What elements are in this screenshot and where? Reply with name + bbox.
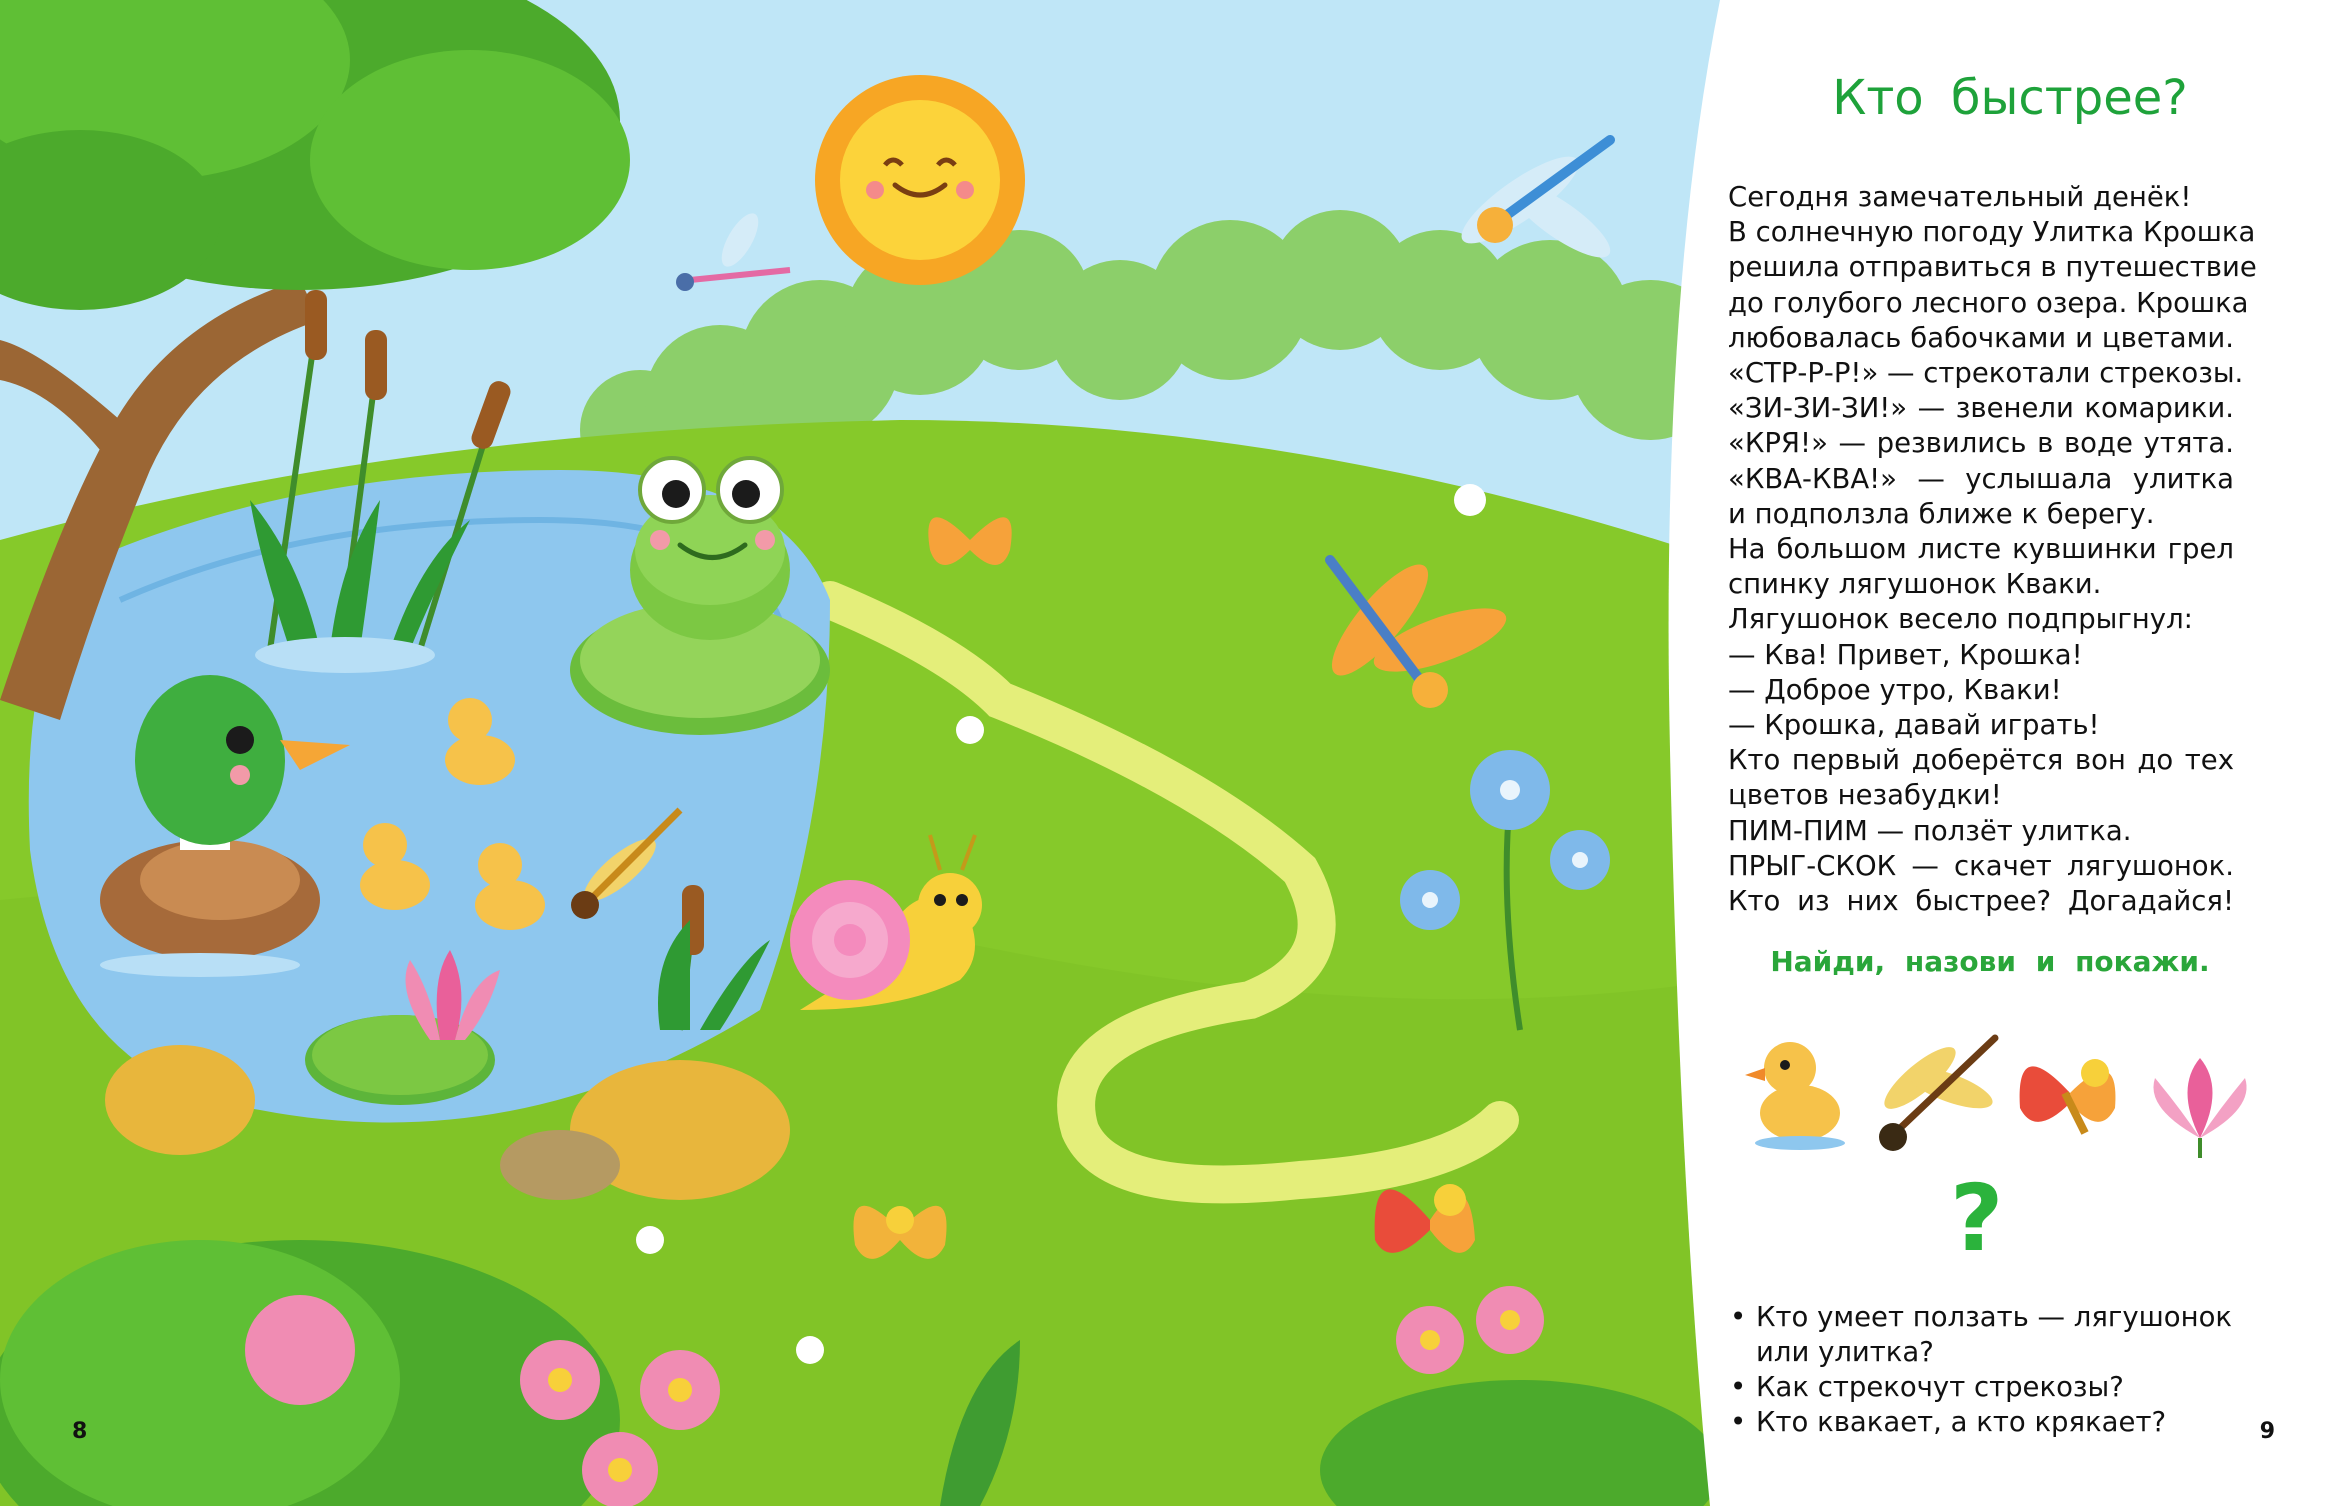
story-line: — Доброе утро, Кваки! <box>1728 673 2062 706</box>
page-number-right: 9 <box>2259 1419 2275 1444</box>
sun-icon <box>815 75 1025 285</box>
question-mark: ? <box>1950 1165 2004 1272</box>
dragonfly-icon <box>1877 1038 1998 1151</box>
water-lily-icon <box>2153 1058 2246 1158</box>
story-line: любовалась бабочками и цветами. <box>1728 321 2234 354</box>
story-text <box>1728 180 2257 919</box>
story-line: Кто первый доберётся вон до тех <box>1728 744 2234 777</box>
story-line: решила отправиться в путешествие <box>1728 251 2257 284</box>
page-number-left: 8 <box>72 1419 88 1444</box>
duckling-icon <box>1745 1042 1845 1150</box>
list-item <box>1730 1405 2250 1440</box>
story-line: ПИМ-ПИМ — ползёт улитка. <box>1728 814 2132 847</box>
question-line: Кто умеет ползать — лягушонок <box>1756 1301 2233 1333</box>
question-line: Кто квакает, а кто крякает? <box>1756 1406 2167 1438</box>
questions-list <box>1730 1300 2250 1440</box>
story-line: В солнечную погоду Улитка Крошка <box>1728 216 2256 249</box>
story-line: Лягушонок весело подпрыгнул: <box>1728 603 2193 636</box>
story-line: — Ква! Привет, Крошка! <box>1728 638 2083 671</box>
list-item <box>1730 1300 2250 1370</box>
story-line: до голубого лесного озера. Крошка <box>1728 286 2249 319</box>
story-line: Кто из них быстрее? Догадайся! <box>1728 885 2234 918</box>
page-title: Кто быстрее? <box>1832 70 2188 126</box>
story-line: Сегодня замечательный денёк! <box>1728 181 2192 213</box>
find-icons-row <box>1740 1018 2260 1168</box>
story-line: цветов незабудки! <box>1728 779 2002 812</box>
story-line: и подползла ближе к берегу. <box>1728 497 2155 530</box>
story-line: «ЗИ-ЗИ-ЗИ!» — звенели комарики. <box>1728 392 2234 425</box>
butterfly-icon <box>2020 1059 2116 1133</box>
story-line: спинку лягушонок Кваки. <box>1728 568 2102 601</box>
list-item <box>1730 1370 2250 1405</box>
question-line: Как стрекочут стрекозы? <box>1756 1371 2124 1403</box>
text-page <box>1700 0 2327 1506</box>
story-line: «СТР-Р-Р!» — стрекотали стрекозы. <box>1728 357 2244 390</box>
question-line: или улитка? <box>1756 1336 1934 1368</box>
story-line: «КВА-КВА!» — услышала улитка <box>1728 462 2234 495</box>
story-line: ПРЫГ-СКОК — скачет лягушонок. <box>1728 849 2234 882</box>
story-line: На большом листе кувшинки грел <box>1728 533 2234 566</box>
story-line: — Крошка, давай играть! <box>1728 709 2100 742</box>
task-heading: Найди, назови и покажи. <box>1770 945 2210 978</box>
story-line: «КРЯ!» — резвились в воде утята. <box>1728 427 2234 460</box>
